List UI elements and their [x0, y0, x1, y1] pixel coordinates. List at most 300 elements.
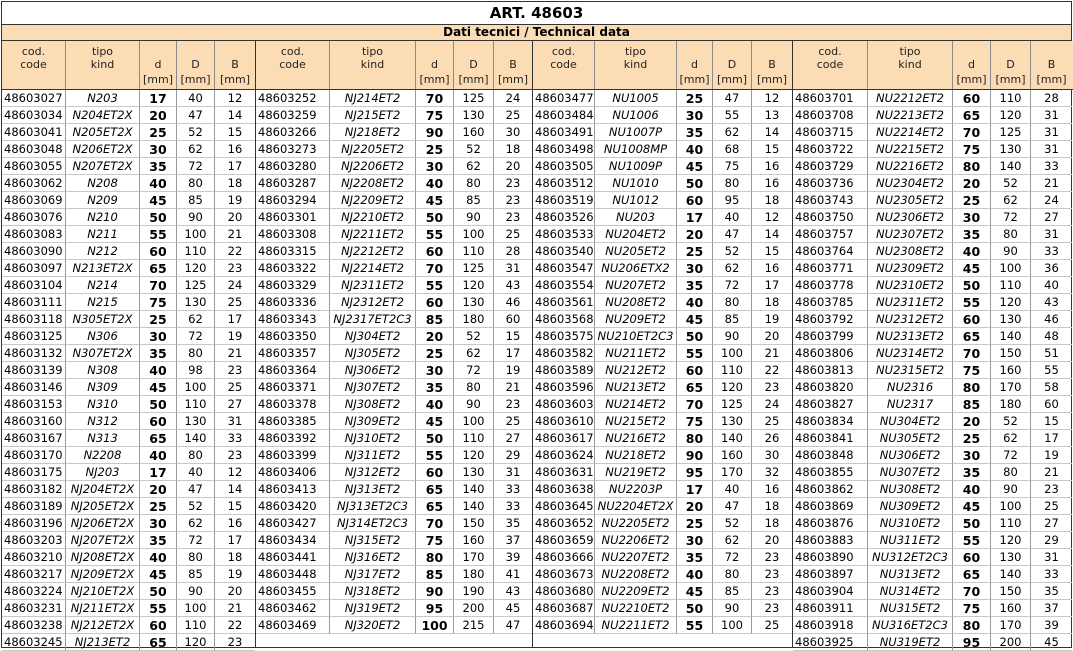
table-row — [533, 617, 792, 634]
cell-code: 48603364 — [256, 362, 330, 379]
cell-width: 17 — [215, 158, 255, 175]
cell-outer-diameter: 85 — [713, 583, 752, 600]
table-row — [256, 226, 532, 243]
cell-kind: NJ218ET2 — [330, 124, 416, 141]
cell-inner-diameter: 45 — [677, 311, 713, 328]
cell-kind: NU209ET2 — [595, 311, 677, 328]
table-row — [256, 515, 532, 532]
cell-code: 48603708 — [793, 107, 868, 124]
cell-kind: NJ211ET2X — [66, 600, 140, 617]
cell-outer-diameter: 62 — [454, 158, 494, 175]
cell-width: 16 — [215, 141, 255, 158]
cell-kind: NJ311ET2 — [330, 447, 416, 464]
cell-code: 48603273 — [256, 141, 330, 158]
table-row — [2, 481, 255, 498]
cell-inner-diameter: 55 — [140, 226, 177, 243]
cell-width: 23 — [752, 566, 792, 583]
cell-outer-diameter: 140 — [713, 430, 752, 447]
cell-width: 20 — [215, 209, 255, 226]
cell-inner-diameter: 80 — [677, 430, 713, 447]
table-header-row — [2, 41, 255, 90]
table-row — [533, 260, 792, 277]
cell-code: 48603540 — [535, 244, 594, 258]
cell-code: 48603813 — [793, 362, 868, 379]
cell-kind: N310 — [66, 396, 140, 413]
cell-code: 48603561 — [535, 295, 594, 309]
cell-kind: NJ207ET2X — [66, 532, 140, 549]
cell-outer-diameter: 52 — [713, 515, 752, 532]
cell-code: 48603624 — [535, 448, 594, 462]
table-row — [2, 192, 255, 209]
cell-width: 21 — [494, 379, 532, 396]
datasheet — [1, 1, 1072, 648]
cell-width: 43 — [494, 583, 532, 600]
table-row — [256, 158, 532, 175]
cell-width: 33 — [494, 498, 532, 515]
table-row — [256, 345, 532, 362]
cell-code: 48603680 — [535, 584, 594, 598]
cell-outer-diameter: 47 — [177, 481, 215, 498]
cell-kind: NU203 — [595, 209, 677, 226]
table-row — [2, 209, 255, 226]
cell-outer-diameter: 80 — [454, 379, 494, 396]
column-header-d-outer — [177, 41, 215, 89]
cell-kind: N205ET2X — [66, 124, 140, 141]
column-header-d-outer — [713, 41, 752, 89]
cell-kind: NJ308ET2 — [330, 396, 416, 413]
table-row — [533, 396, 792, 413]
cell-inner-diameter: 50 — [953, 515, 991, 532]
cell-width: 18 — [215, 549, 255, 566]
cell-code: 48603434 — [256, 532, 330, 549]
cell-kind: NU2207ET2 — [595, 549, 677, 566]
cell-width: 43 — [494, 277, 532, 294]
cell-inner-diameter: 35 — [677, 277, 713, 294]
column-header-b — [752, 41, 792, 89]
cell-kind: NJ2317ET2C3 — [330, 311, 416, 328]
cell-inner-diameter: 35 — [140, 158, 177, 175]
cell-code: 48603041 — [2, 124, 66, 141]
cell-width: 17 — [215, 532, 255, 549]
cell-width: 23 — [752, 583, 792, 600]
cell-kind: NJ307ET2 — [330, 379, 416, 396]
cell-code: 48603519 — [535, 193, 594, 207]
cell-width: 27 — [215, 396, 255, 413]
cell-inner-diameter: 20 — [677, 498, 713, 515]
cell-width: 29 — [494, 447, 532, 464]
cell-inner-diameter: 35 — [953, 464, 991, 481]
table-row — [256, 243, 532, 260]
cell-outer-diameter: 90 — [177, 209, 215, 226]
table-row — [2, 311, 255, 328]
cell-width: 36 — [1031, 260, 1072, 277]
cell-outer-diameter: 170 — [991, 379, 1031, 396]
cell-inner-diameter: 25 — [677, 515, 713, 532]
header-sublabel: kind — [360, 58, 385, 71]
cell-code: 48603904 — [793, 583, 868, 600]
cell-width: 20 — [752, 328, 792, 345]
cell-outer-diameter: 140 — [177, 430, 215, 447]
cell-width: 14 — [215, 107, 255, 124]
cell-outer-diameter: 62 — [991, 192, 1031, 209]
cell-code: 48603617 — [535, 431, 594, 445]
cell-width: 23 — [1031, 481, 1072, 498]
cell-outer-diameter: 90 — [454, 209, 494, 226]
cell-kind: NU2211ET2 — [595, 617, 677, 634]
table-row — [793, 379, 1073, 396]
cell-code: 48603897 — [793, 566, 868, 583]
table-row — [533, 532, 792, 549]
cell-width: 19 — [494, 362, 532, 379]
technical-data-table — [2, 41, 1071, 648]
cell-outer-diameter: 150 — [454, 515, 494, 532]
column-header-d — [677, 41, 713, 89]
cell-width: 17 — [1031, 430, 1072, 447]
cell-inner-diameter: 65 — [953, 566, 991, 583]
cell-kind: NU316ET2C3 — [868, 617, 953, 634]
cell-inner-diameter: 35 — [953, 226, 991, 243]
cell-kind: NU2313ET2 — [868, 328, 953, 345]
cell-code: 48603427 — [256, 515, 330, 532]
cell-width: 41 — [494, 566, 532, 583]
cell-code: 48603406 — [256, 464, 330, 481]
cell-width: 25 — [494, 413, 532, 430]
cell-kind: NJ2208ET2 — [330, 175, 416, 192]
table-row — [2, 617, 255, 634]
table-row — [256, 294, 532, 311]
cell-kind: NU306ET2 — [868, 447, 953, 464]
cell-outer-diameter: 62 — [177, 141, 215, 158]
cell-kind: NU210ET2C3 — [595, 328, 677, 345]
cell-code: 48603069 — [2, 192, 66, 209]
cell-kind: NU2314ET2 — [868, 345, 953, 362]
header-label: D — [191, 58, 200, 71]
table-row — [793, 158, 1073, 175]
table-row — [2, 362, 255, 379]
table-row — [793, 430, 1073, 447]
cell-kind: NJ208ET2X — [66, 549, 140, 566]
header-label: tipo — [91, 45, 114, 58]
table-row — [256, 481, 532, 498]
cell-outer-diameter: 140 — [991, 158, 1031, 175]
cell-outer-diameter: 75 — [713, 158, 752, 175]
cell-code: 48603750 — [793, 209, 868, 226]
cell-kind: NU2310ET2 — [868, 277, 953, 294]
cell-kind: N214 — [66, 277, 140, 294]
cell-inner-diameter: 45 — [140, 192, 177, 209]
cell-kind: NU215ET2 — [595, 413, 677, 430]
cell-inner-diameter: 70 — [953, 124, 991, 141]
table-row — [533, 566, 792, 583]
cell-kind: NU2206ET2 — [595, 532, 677, 549]
cell-outer-diameter: 125 — [454, 260, 494, 277]
cell-inner-diameter: 50 — [677, 600, 713, 617]
cell-kind: N204ET2X — [66, 107, 140, 124]
cell-code: 48603715 — [793, 124, 868, 141]
table-subtitle: Dati tecnici / Technical data — [2, 25, 1071, 41]
table-row — [256, 566, 532, 583]
cell-code: 48603055 — [2, 158, 66, 175]
table-row — [533, 294, 792, 311]
cell-kind: NU2203P — [595, 481, 677, 498]
cell-outer-diameter: 85 — [454, 192, 494, 209]
cell-inner-diameter: 60 — [677, 362, 713, 379]
cell-code: 48603631 — [535, 465, 594, 479]
cell-inner-diameter: 60 — [140, 413, 177, 430]
cell-code: 48603175 — [2, 464, 66, 481]
cell-kind: NU205ET2 — [595, 243, 677, 260]
cell-inner-diameter: 55 — [416, 447, 454, 464]
cell-width: 24 — [1031, 192, 1072, 209]
cell-kind: NU1007P — [595, 124, 677, 141]
cell-outer-diameter: 140 — [991, 566, 1031, 583]
cell-outer-diameter: 90 — [177, 583, 215, 600]
cell-code: 48603806 — [793, 345, 868, 362]
table-row — [2, 158, 255, 175]
cell-width: 15 — [1031, 413, 1072, 430]
cell-outer-diameter: 190 — [454, 583, 494, 600]
table-column-group — [793, 41, 1073, 648]
cell-inner-diameter: 40 — [677, 566, 713, 583]
cell-code: 48603448 — [256, 566, 330, 583]
cell-kind: NU2311ET2 — [868, 294, 953, 311]
header-sublabel: [mm] — [458, 73, 489, 86]
cell-outer-diameter: 95 — [713, 192, 752, 209]
cell-code: 48603785 — [793, 294, 868, 311]
table-row — [256, 617, 532, 634]
cell-outer-diameter: 150 — [991, 583, 1031, 600]
cell-code: 48603420 — [256, 498, 330, 515]
cell-width: 15 — [752, 243, 792, 260]
table-row — [2, 515, 255, 532]
column-header-b — [494, 41, 532, 89]
cell-width: 21 — [215, 345, 255, 362]
cell-width: 15 — [494, 328, 532, 345]
table-row — [2, 566, 255, 583]
table-row — [793, 328, 1073, 345]
table-row — [256, 328, 532, 345]
table-row — [793, 175, 1073, 192]
table-row — [793, 515, 1073, 532]
cell-code: 48603160 — [2, 413, 66, 430]
cell-kind: NU2210ET2 — [595, 600, 677, 617]
cell-width: 31 — [1031, 124, 1072, 141]
cell-width: 32 — [752, 464, 792, 481]
cell-inner-diameter: 55 — [416, 277, 454, 294]
cell-kind: NJ2212ET2 — [330, 243, 416, 260]
table-row — [256, 430, 532, 447]
table-row — [793, 192, 1073, 209]
cell-kind: NU312ET2C3 — [868, 549, 953, 566]
cell-code: 48603083 — [2, 226, 66, 243]
cell-code: 48603757 — [793, 226, 868, 243]
table-row — [533, 549, 792, 566]
cell-code: 48603694 — [535, 618, 594, 632]
cell-inner-diameter: 40 — [953, 481, 991, 498]
cell-inner-diameter: 50 — [416, 430, 454, 447]
cell-width: 35 — [1031, 583, 1072, 600]
cell-width: 16 — [752, 175, 792, 192]
cell-kind: NU1009P — [595, 158, 677, 175]
cell-outer-diameter: 110 — [177, 396, 215, 413]
cell-outer-diameter: 100 — [991, 260, 1031, 277]
header-label: tipo — [899, 45, 921, 58]
cell-outer-diameter: 120 — [991, 294, 1031, 311]
cell-kind: NU2213ET2 — [868, 107, 953, 124]
cell-code: 48603097 — [2, 260, 66, 277]
cell-width: 29 — [1031, 532, 1072, 549]
cell-kind: N211 — [66, 226, 140, 243]
cell-width: 37 — [1031, 600, 1072, 617]
cell-inner-diameter: 40 — [140, 175, 177, 192]
column-header-kind — [330, 41, 416, 89]
cell-inner-diameter: 30 — [140, 328, 177, 345]
cell-outer-diameter: 200 — [991, 634, 1031, 651]
cell-code: 48603308 — [256, 226, 330, 243]
table-row — [256, 90, 532, 107]
cell-inner-diameter: 55 — [677, 617, 713, 634]
cell-outer-diameter: 200 — [454, 600, 494, 617]
table-row — [793, 362, 1073, 379]
table-row — [533, 447, 792, 464]
table-row — [256, 362, 532, 379]
cell-width: 60 — [1031, 396, 1072, 413]
header-sublabel: [mm] — [956, 73, 987, 86]
cell-outer-diameter: 80 — [713, 294, 752, 311]
cell-inner-diameter: 50 — [140, 396, 177, 413]
cell-inner-diameter: 25 — [953, 430, 991, 447]
cell-kind: N213ET2X — [66, 260, 140, 277]
cell-outer-diameter: 98 — [177, 362, 215, 379]
cell-inner-diameter: 75 — [953, 600, 991, 617]
cell-outer-diameter: 160 — [991, 600, 1031, 617]
cell-outer-diameter: 130 — [177, 294, 215, 311]
cell-width: 23 — [215, 447, 255, 464]
cell-code: 48603771 — [793, 260, 868, 277]
table-row — [256, 498, 532, 515]
cell-kind: NJ319ET2 — [330, 600, 416, 617]
cell-width: 25 — [1031, 498, 1072, 515]
table-row — [533, 124, 792, 141]
cell-outer-diameter: 180 — [454, 311, 494, 328]
cell-kind: NU2208ET2 — [595, 566, 677, 583]
cell-outer-diameter: 47 — [177, 107, 215, 124]
cell-inner-diameter: 60 — [953, 90, 991, 107]
cell-outer-diameter: 80 — [991, 464, 1031, 481]
cell-outer-diameter: 47 — [713, 498, 752, 515]
cell-outer-diameter: 110 — [177, 243, 215, 260]
cell-code: 48603652 — [535, 516, 594, 530]
cell-kind: NU310ET2 — [868, 515, 953, 532]
cell-inner-diameter: 60 — [140, 617, 177, 634]
cell-outer-diameter: 130 — [991, 311, 1031, 328]
header-sublabel: kind — [898, 58, 922, 71]
cell-code: 48603196 — [2, 515, 66, 532]
cell-width: 26 — [752, 430, 792, 447]
cell-width: 28 — [1031, 90, 1072, 107]
table-row — [533, 600, 792, 617]
cell-width: 18 — [494, 141, 532, 158]
cell-kind: NJ317ET2 — [330, 566, 416, 583]
table-row — [533, 515, 792, 532]
cell-code: 48603343 — [256, 311, 330, 328]
cell-width: 31 — [1031, 549, 1072, 566]
cell-inner-diameter: 40 — [416, 396, 454, 413]
cell-kind: NJ304ET2 — [330, 328, 416, 345]
cell-outer-diameter: 160 — [454, 124, 494, 141]
cell-code: 48603855 — [793, 464, 868, 481]
table-row — [533, 90, 792, 107]
cell-width: 22 — [752, 362, 792, 379]
cell-inner-diameter: 20 — [677, 226, 713, 243]
cell-outer-diameter: 80 — [177, 549, 215, 566]
cell-width: 12 — [215, 464, 255, 481]
cell-inner-diameter: 60 — [953, 549, 991, 566]
cell-inner-diameter: 50 — [140, 209, 177, 226]
cell-outer-diameter: 55 — [713, 107, 752, 124]
cell-code: 48603189 — [2, 498, 66, 515]
cell-outer-diameter: 40 — [713, 209, 752, 226]
cell-inner-diameter: 20 — [140, 481, 177, 498]
table-row — [2, 430, 255, 447]
cell-code: 48603385 — [256, 413, 330, 430]
table-row — [533, 362, 792, 379]
cell-code: 48603820 — [793, 379, 868, 396]
cell-outer-diameter: 180 — [454, 566, 494, 583]
cell-inner-diameter: 65 — [140, 260, 177, 277]
cell-kind: NU313ET2 — [868, 566, 953, 583]
table-row — [2, 90, 255, 107]
cell-width: 18 — [752, 498, 792, 515]
table-row — [793, 498, 1073, 515]
cell-outer-diameter: 100 — [991, 498, 1031, 515]
cell-kind: N305ET2X — [66, 311, 140, 328]
cell-kind: NJ2209ET2 — [330, 192, 416, 209]
column-header-kind — [66, 41, 140, 89]
cell-kind: NU314ET2 — [868, 583, 953, 600]
header-sublabel: [mm] — [1036, 73, 1067, 86]
cell-outer-diameter: 100 — [177, 226, 215, 243]
cell-inner-diameter: 40 — [953, 243, 991, 260]
cell-code: 48603357 — [256, 345, 330, 362]
column-header-d-outer — [991, 41, 1031, 89]
cell-outer-diameter: 52 — [177, 498, 215, 515]
cell-inner-diameter: 40 — [140, 362, 177, 379]
cell-code: 48603666 — [535, 550, 594, 564]
header-sublabel: [mm] — [756, 73, 787, 86]
cell-inner-diameter: 30 — [140, 515, 177, 532]
cell-width: 18 — [752, 294, 792, 311]
table-row — [793, 260, 1073, 277]
cell-outer-diameter: 80 — [177, 447, 215, 464]
cell-width: 17 — [752, 277, 792, 294]
cell-code: 48603210 — [2, 549, 66, 566]
cell-kind: NU2212ET2 — [868, 90, 953, 107]
cell-inner-diameter: 55 — [416, 226, 454, 243]
table-row — [2, 124, 255, 141]
column-header-d — [416, 41, 454, 89]
table-row — [2, 328, 255, 345]
cell-kind: N306 — [66, 328, 140, 345]
cell-kind: N209 — [66, 192, 140, 209]
cell-outer-diameter: 80 — [713, 566, 752, 583]
cell-outer-diameter: 130 — [713, 413, 752, 430]
cell-code: 48603673 — [535, 567, 594, 581]
cell-code: 48603469 — [256, 617, 330, 634]
table-row — [793, 447, 1073, 464]
cell-kind: NU1012 — [595, 192, 677, 209]
cell-outer-diameter: 40 — [713, 481, 752, 498]
